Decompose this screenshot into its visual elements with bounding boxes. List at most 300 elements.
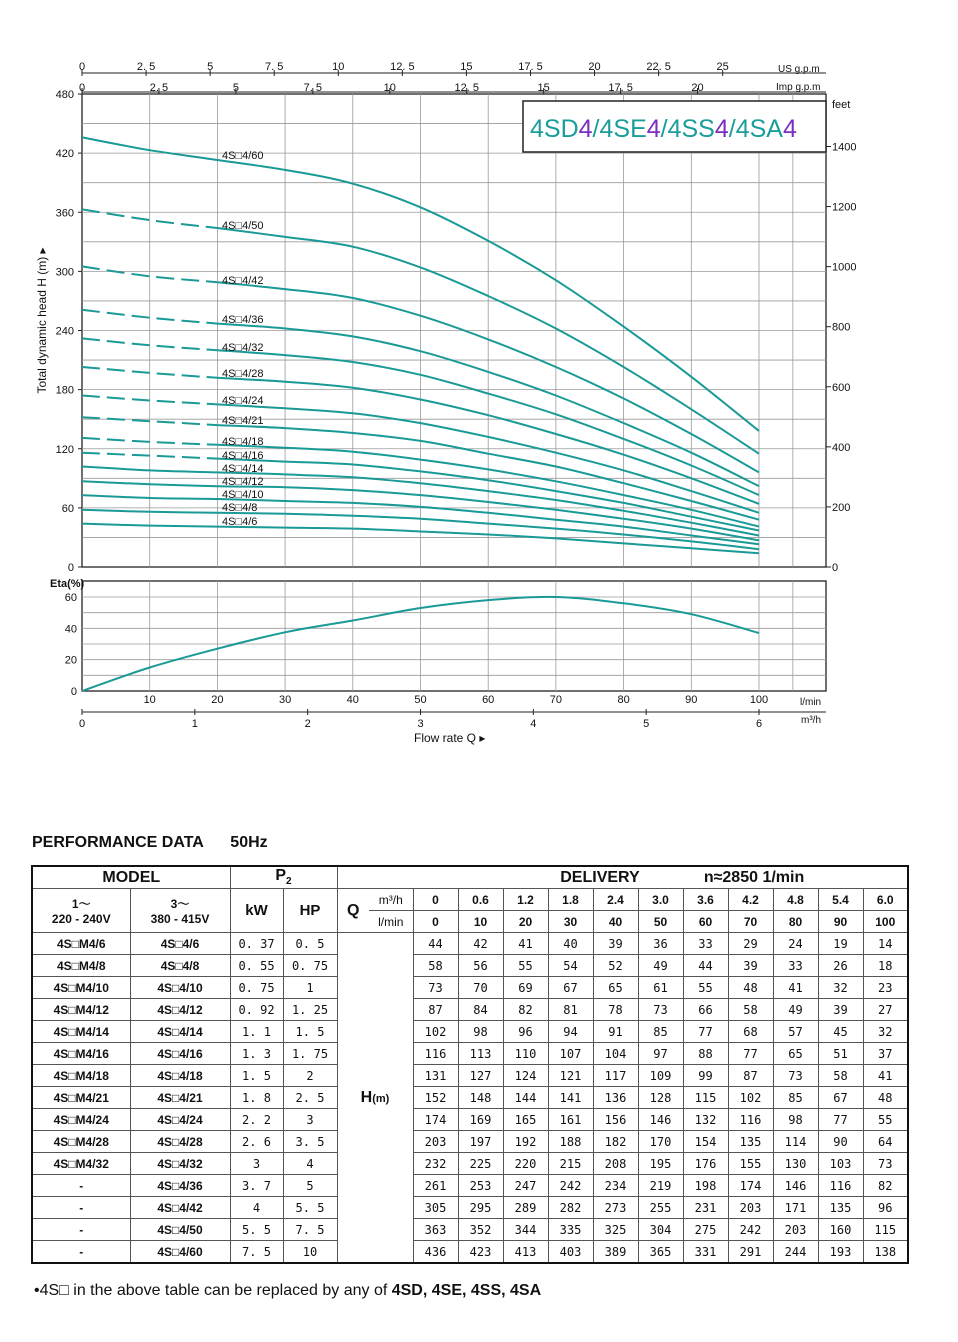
q-m3h-value: 2.4 [593, 889, 638, 911]
p2-header [230, 866, 337, 889]
m3h-tick-label: 5 [643, 718, 650, 730]
series-label: 4S□4/16 [222, 450, 264, 462]
us-gpm-tick-label: 5 [207, 61, 214, 73]
head-value: 203 [728, 1197, 773, 1219]
footnote-models: 4SD, 4SE, 4SS, 4SA [391, 1282, 542, 1299]
head-value: 68 [728, 1021, 773, 1043]
q-m3h-value: 5.4 [818, 889, 863, 911]
head-value: 48 [728, 977, 773, 999]
head-unit: (m) [372, 1092, 390, 1105]
imp-gpm-tick-label: 20 [691, 82, 704, 94]
single-phase-header [32, 889, 130, 933]
head-value: 42 [458, 933, 503, 955]
chart-title [530, 115, 797, 143]
head-value: 58 [728, 999, 773, 1021]
head-value: 73 [773, 1065, 818, 1087]
head-value: 73 [413, 977, 458, 999]
head-value: 116 [818, 1175, 863, 1197]
us-gpm-tick-label: 2. 5 [136, 61, 156, 73]
head-value: 331 [683, 1241, 728, 1264]
head-value: 136 [593, 1087, 638, 1109]
eta-chart-frame [82, 581, 826, 691]
head-value: 389 [593, 1241, 638, 1264]
head-value: 39 [728, 955, 773, 977]
head-value: 114 [773, 1131, 818, 1153]
series-label: 4S□4/6 [222, 516, 258, 528]
table-row [32, 977, 908, 999]
head-value: 128 [638, 1087, 683, 1109]
model-single-phase: 4S□M4/12 [32, 999, 130, 1021]
series-label: 4S□4/60 [222, 150, 264, 162]
head-value: 67 [548, 977, 593, 999]
y-tick-label: 60 [61, 502, 74, 515]
head-value: 81 [548, 999, 593, 1021]
imp-gpm-tick-label: 7. 5 [303, 82, 323, 94]
power-kw: 1. 1 [230, 1021, 283, 1043]
delivery-header [337, 866, 908, 889]
model-single-phase: - [32, 1175, 130, 1197]
us-gpm-tick-label: 0 [78, 61, 86, 73]
head-value: 225 [458, 1153, 503, 1175]
head-value: 403 [548, 1241, 593, 1264]
model-header: MODEL [32, 866, 230, 889]
power-hp: 3. 5 [283, 1131, 337, 1153]
power-hp: 1. 25 [283, 999, 337, 1021]
series-label: 4S□4/50 [222, 220, 264, 232]
head-value: 215 [548, 1153, 593, 1175]
chart-title-part: 4 [714, 115, 729, 143]
table-row [32, 1175, 908, 1197]
model-single-phase: 4S□M4/16 [32, 1043, 130, 1065]
q-lmin-value: 50 [638, 911, 683, 933]
head-value: 24 [773, 933, 818, 955]
head-value: 61 [638, 977, 683, 999]
model-single-phase: 4S□M4/18 [32, 1065, 130, 1087]
head-value: 171 [773, 1197, 818, 1219]
eta-tick-label: 0 [70, 686, 77, 698]
table-row [32, 1043, 908, 1065]
head-value: 170 [638, 1131, 683, 1153]
head-value: 96 [863, 1197, 908, 1219]
q-m3h-value: 3.0 [638, 889, 683, 911]
head-value: 135 [818, 1197, 863, 1219]
head-value: 58 [413, 955, 458, 977]
head-value: 18 [863, 955, 908, 977]
model-three-phase: 4S□4/50 [130, 1219, 230, 1241]
power-hp: 7. 5 [283, 1219, 337, 1241]
model-single-phase: 4S□M4/21 [32, 1087, 130, 1109]
model-single-phase: - [32, 1197, 130, 1219]
lmin-tick-label: 90 [685, 694, 698, 706]
performance-frequency: 50Hz [230, 834, 268, 851]
series-label: 4S□4/28 [222, 368, 264, 380]
power-hp: 5 [283, 1175, 337, 1197]
model-three-phase: 4S□4/32 [130, 1153, 230, 1175]
head-value: 41 [773, 977, 818, 999]
model-three-phase: 4S□4/8 [130, 955, 230, 977]
imp-gpm-tick-label: 10 [383, 82, 396, 94]
m3h-tick-label: 6 [755, 718, 763, 730]
head-value: 44 [413, 933, 458, 955]
model-single-phase: 4S□M4/24 [32, 1109, 130, 1131]
power-kw: 2. 6 [230, 1131, 283, 1153]
eta-tick-label: 60 [64, 592, 77, 604]
q-lmin-value: 0 [413, 911, 458, 933]
y-tick-label: 120 [55, 443, 74, 456]
series-label: 4S□4/32 [222, 342, 264, 354]
head-value: 77 [683, 1021, 728, 1043]
us-gpm-tick-label: 7. 5 [265, 61, 284, 73]
performance-table [31, 865, 909, 1264]
series-label: 4S□4/8 [222, 502, 258, 514]
head-value: 70 [458, 977, 503, 999]
feet-tick-label: 600 [832, 381, 851, 394]
head-value: 32 [863, 1021, 908, 1043]
y-tick-label: 300 [55, 266, 74, 279]
kw-header: kW [230, 889, 283, 933]
feet-tick-label: 0 [832, 562, 839, 574]
feet-tick-label: 1200 [832, 201, 857, 214]
head-value: 66 [683, 999, 728, 1021]
model-three-phase: 4S□4/28 [130, 1131, 230, 1153]
head-value: 203 [773, 1219, 818, 1241]
head-value: 305 [413, 1197, 458, 1219]
head-value: 14 [863, 933, 908, 955]
head-value: 161 [548, 1109, 593, 1131]
footnote [34, 1282, 541, 1300]
p2-label: P [275, 867, 287, 885]
head-value: 29 [728, 933, 773, 955]
model-three-phase: 4S□4/6 [130, 933, 230, 955]
head-value: 176 [683, 1153, 728, 1175]
y-tick-label: 480 [55, 89, 74, 101]
head-value: 44 [683, 955, 728, 977]
q-m3h-value: 1.8 [548, 889, 593, 911]
imp-gpm-tick-label: 5 [232, 82, 239, 94]
us-gpm-tick-label: 17. 5 [518, 61, 543, 73]
y-tick-label: 180 [55, 384, 74, 397]
footnote-text: •4S□ in the above table can be replaced by any of [34, 1282, 392, 1299]
table-row [32, 999, 908, 1021]
series-label: 4S□4/14 [222, 463, 264, 475]
q-lmin-value: 30 [548, 911, 593, 933]
head-value: 273 [593, 1197, 638, 1219]
power-hp: 2. 5 [283, 1087, 337, 1109]
head-value: 275 [683, 1219, 728, 1241]
head-value: 73 [638, 999, 683, 1021]
chart-title-part: /4SE [592, 115, 647, 143]
table-row [32, 1219, 908, 1241]
power-kw: 0. 55 [230, 955, 283, 977]
head-value: 98 [773, 1109, 818, 1131]
head-value: 352 [458, 1219, 503, 1241]
chart-title-part: 4SD [530, 115, 579, 143]
head-value: 85 [773, 1087, 818, 1109]
m3h-unit: m³/h [801, 715, 821, 726]
head-value: 436 [413, 1241, 458, 1264]
head-value: 335 [548, 1219, 593, 1241]
head-value: 77 [818, 1109, 863, 1131]
head-value: 113 [458, 1043, 503, 1065]
power-kw: 3. 7 [230, 1175, 283, 1197]
chart-title-part: /4SS [660, 115, 715, 143]
head-value: 102 [728, 1087, 773, 1109]
us-gpm-tick-label: 15 [460, 61, 473, 73]
model-single-phase: - [32, 1241, 130, 1264]
head-value: 102 [413, 1021, 458, 1043]
head-value: 244 [773, 1241, 818, 1264]
head-value: 90 [818, 1131, 863, 1153]
lmin-tick-label: 70 [549, 694, 563, 706]
q-lmin-value: 80 [773, 911, 818, 933]
head-value: 154 [683, 1131, 728, 1153]
lmin-tick-label: 10 [143, 694, 156, 706]
head-value: 36 [638, 933, 683, 955]
table-row [32, 1197, 908, 1219]
power-hp: 0. 75 [283, 955, 337, 977]
head-value: 116 [728, 1109, 773, 1131]
head-value: 99 [683, 1065, 728, 1087]
head-value: 174 [413, 1109, 458, 1131]
head-value: 146 [638, 1109, 683, 1131]
head-value: 64 [863, 1131, 908, 1153]
head-value: 115 [683, 1087, 728, 1109]
head-label: H [360, 1088, 373, 1106]
head-value: 116 [413, 1043, 458, 1065]
head-value: 103 [818, 1153, 863, 1175]
delivery-label: DELIVERY [560, 868, 640, 886]
series-label: 4S□4/10 [222, 489, 264, 501]
single-phase-symbol: 1～ [71, 897, 91, 911]
head-value: 37 [863, 1043, 908, 1065]
head-value: 247 [503, 1175, 548, 1197]
chart-title-part: 4 [578, 115, 593, 143]
q-header: Q [337, 889, 369, 933]
head-value: 49 [638, 955, 683, 977]
head-value: 148 [458, 1087, 503, 1109]
head-value: 141 [548, 1087, 593, 1109]
table-row [32, 1065, 908, 1087]
head-value: 58 [818, 1065, 863, 1087]
head-value: 234 [593, 1175, 638, 1197]
p2-subscript: 2 [286, 876, 292, 888]
head-value: 55 [683, 977, 728, 999]
table-row [32, 1109, 908, 1131]
head-value: 82 [503, 999, 548, 1021]
head-value: 325 [593, 1219, 638, 1241]
table-row [32, 955, 908, 977]
series-label: 4S□4/24 [222, 395, 264, 407]
head-value: 45 [818, 1021, 863, 1043]
q-m3h-value: 4.2 [728, 889, 773, 911]
table-row [32, 1153, 908, 1175]
series-label: 4S□4/12 [222, 476, 264, 488]
q-m3h-value: 1.2 [503, 889, 548, 911]
q-lmin-value: 90 [818, 911, 863, 933]
q-m3h-value: 6.0 [863, 889, 908, 911]
head-value: 192 [503, 1131, 548, 1153]
power-hp: 4 [283, 1153, 337, 1175]
feet-tick-label: 800 [832, 321, 851, 334]
head-value: 51 [818, 1043, 863, 1065]
power-kw: 4 [230, 1197, 283, 1219]
imp-gpm-tick-label: 12. 5 [454, 82, 479, 94]
hp-header: HP [283, 889, 337, 933]
head-value: 253 [458, 1175, 503, 1197]
head-value: 152 [413, 1087, 458, 1109]
model-single-phase: 4S□M4/32 [32, 1153, 130, 1175]
y-tick-label: 360 [55, 207, 74, 220]
head-value: 146 [773, 1175, 818, 1197]
head-value: 365 [638, 1241, 683, 1264]
us-gpm-tick-label: 20 [588, 61, 601, 73]
head-value: 130 [773, 1153, 818, 1175]
q-lmin-value: 60 [683, 911, 728, 933]
power-kw: 7. 5 [230, 1241, 283, 1264]
performance-table-wrapper [31, 865, 909, 1264]
head-value: 165 [503, 1109, 548, 1131]
power-hp: 10 [283, 1241, 337, 1264]
head-value: 33 [683, 933, 728, 955]
m3h-tick-label: 3 [417, 718, 424, 730]
lmin-tick-label: 30 [278, 694, 292, 706]
head-value: 98 [458, 1021, 503, 1043]
q-lmin-value: 20 [503, 911, 548, 933]
q-m3h-value: 3.6 [683, 889, 728, 911]
table-row [32, 1241, 908, 1264]
head-value: 242 [728, 1219, 773, 1241]
model-single-phase: 4S□M4/8 [32, 955, 130, 977]
head-value: 344 [503, 1219, 548, 1241]
q-m3h-value: 4.8 [773, 889, 818, 911]
model-single-phase: 4S□M4/28 [32, 1131, 130, 1153]
head-value: 40 [548, 933, 593, 955]
head-value: 85 [638, 1021, 683, 1043]
head-value: 41 [863, 1065, 908, 1087]
y-tick-label: 240 [55, 325, 74, 338]
head-value: 69 [503, 977, 548, 999]
table-row [32, 933, 908, 955]
head-value: 197 [458, 1131, 503, 1153]
head-value: 82 [863, 1175, 908, 1197]
power-kw: 1. 3 [230, 1043, 283, 1065]
power-hp: 2 [283, 1065, 337, 1087]
speed-label: n≈2850 1/min [703, 868, 805, 886]
x-axis-label: Flow rate Q ▸ [414, 731, 486, 745]
head-value: 39 [818, 999, 863, 1021]
head-value: 41 [503, 933, 548, 955]
head-value: 88 [683, 1043, 728, 1065]
chart-title-part: 4 [646, 115, 661, 143]
head-value: 107 [548, 1043, 593, 1065]
head-value: 127 [458, 1065, 503, 1087]
head-value: 193 [818, 1241, 863, 1264]
series-label: 4S□4/21 [222, 415, 264, 427]
power-hp: 0. 5 [283, 933, 337, 955]
model-single-phase: 4S□M4/6 [32, 933, 130, 955]
model-three-phase: 4S□4/16 [130, 1043, 230, 1065]
head-value: 109 [638, 1065, 683, 1087]
head-value: 87 [728, 1065, 773, 1087]
us-gpm-tick-label: 25 [716, 61, 729, 73]
head-value: 282 [548, 1197, 593, 1219]
m3h-tick-label: 2 [304, 718, 311, 730]
series-label: 4S□4/18 [222, 436, 264, 448]
table-row [32, 1131, 908, 1153]
head-value: 423 [458, 1241, 503, 1264]
m3h-tick-label: 4 [530, 718, 537, 730]
unit-lmin: l/min [369, 911, 413, 933]
power-hp: 1. 5 [283, 1021, 337, 1043]
head-value: 219 [638, 1175, 683, 1197]
head-value: 363 [413, 1219, 458, 1241]
table-row [32, 1087, 908, 1109]
m3h-tick-label: 1 [191, 718, 198, 730]
head-value: 132 [683, 1109, 728, 1131]
head-value: 198 [683, 1175, 728, 1197]
head-value: 208 [593, 1153, 638, 1175]
head-value: 55 [503, 955, 548, 977]
lmin-tick-label: 100 [749, 694, 769, 706]
head-value: 232 [413, 1153, 458, 1175]
power-kw: 0. 37 [230, 933, 283, 955]
head-value: 55 [863, 1109, 908, 1131]
feet-tick-label: 1400 [832, 141, 857, 154]
power-kw: 5. 5 [230, 1219, 283, 1241]
model-three-phase: 4S□4/36 [130, 1175, 230, 1197]
us-gpm-unit: US g.p.m [778, 64, 820, 75]
lmin-tick-label: 20 [211, 694, 224, 706]
us-gpm-tick-label: 12. 5 [390, 61, 415, 73]
head-value: 104 [593, 1043, 638, 1065]
table-row [32, 1021, 908, 1043]
eta-axis-label: Eta(%) [50, 578, 85, 590]
y-tick-label: 0 [67, 562, 74, 574]
head-value: 78 [593, 999, 638, 1021]
q-lmin-value: 70 [728, 911, 773, 933]
head-value: 32 [818, 977, 863, 999]
feet-axis-label: feet [832, 99, 851, 111]
head-value: 156 [593, 1109, 638, 1131]
power-hp: 1. 75 [283, 1043, 337, 1065]
head-value: 49 [773, 999, 818, 1021]
eta-tick-label: 20 [64, 654, 77, 667]
q-lmin-value: 40 [593, 911, 638, 933]
head-value: 195 [638, 1153, 683, 1175]
head-value: 135 [728, 1131, 773, 1153]
head-value: 138 [863, 1241, 908, 1264]
lmin-tick-label: 40 [346, 694, 359, 706]
head-value: 57 [773, 1021, 818, 1043]
head-value: 52 [593, 955, 638, 977]
y-axis-label: Total dynamic head H (m) ▸ [35, 247, 49, 394]
head-value: 73 [863, 1153, 908, 1175]
head-value: 289 [503, 1197, 548, 1219]
head-value: 131 [413, 1065, 458, 1087]
head-value: 121 [548, 1065, 593, 1087]
head-value: 26 [818, 955, 863, 977]
q-m3h-value: 0.6 [458, 889, 503, 911]
head-value: 124 [503, 1065, 548, 1087]
head-value: 182 [593, 1131, 638, 1153]
head-value: 155 [728, 1153, 773, 1175]
power-kw: 2. 2 [230, 1109, 283, 1131]
head-value: 220 [503, 1153, 548, 1175]
head-value: 115 [863, 1219, 908, 1241]
lmin-unit: l/min [800, 697, 822, 708]
model-three-phase: 4S□4/12 [130, 999, 230, 1021]
head-value: 261 [413, 1175, 458, 1197]
